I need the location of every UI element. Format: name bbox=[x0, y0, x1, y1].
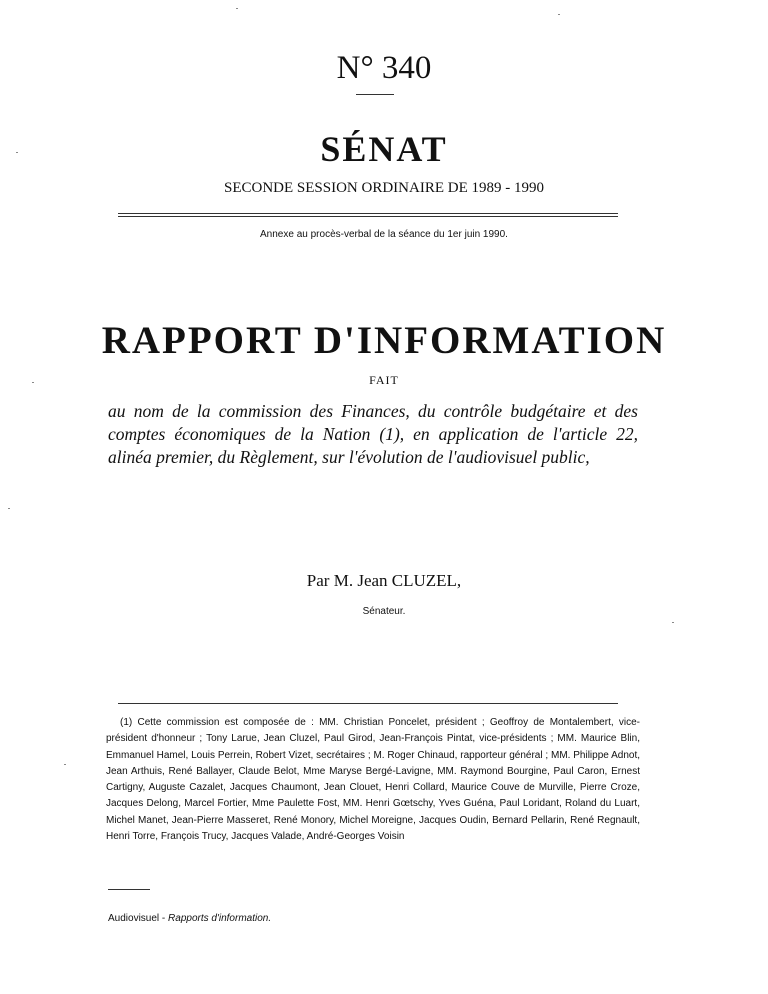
number-underline bbox=[356, 94, 394, 95]
report-title: RAPPORT D'INFORMATION bbox=[101, 319, 667, 362]
author-name: Par M. Jean CLUZEL, bbox=[306, 571, 462, 590]
document-number: N° 340 bbox=[336, 50, 432, 86]
author-role: Sénateur. bbox=[362, 606, 406, 617]
annexe-note: Annexe au procès-verbal de la séance du 1er juin 1990. bbox=[260, 229, 508, 240]
scan-speck bbox=[8, 508, 10, 509]
footnote-divider bbox=[118, 703, 618, 704]
header-divider-top bbox=[118, 213, 618, 214]
header-divider-bottom bbox=[118, 216, 618, 217]
commission-footnote: (1) Cette commission est composée de : MM. Christian Poncelet, président ; Geoffroy de Montalembert, vice-président d'honneur ; Tony Larue, Jean Cluzel, Paul Girod, Jean-François Pintat, vice-présidents ; MM. Maurice Blin, Emmanuel Hamel, Louis Perrein, Robert Vizet, secrétaires ; M. Roger Chinaud, rapporteur général ; MM. Philippe Adnot, Jean Arthuis, René Ballayer, Claude Belot, Mme Maryse Bergé-Lavigne, MM. Raymond Bourgine, Paul Caron, Ernest Cartigny, Auguste Cazalet, Jacques Chaumont, Jean Clouet, Henri Collard, Maurice Couve de Murville, Pierre Croze, Jacques Delong, Marcel Fortier, Mme Paulette Fost, MM. Henri Gœtschy, Yves Guéna, Paul Loridant, Roland du Luart, Michel Manet, Jean-Pierre Masseret, René Monory, Michel Moreigne, Jacques Oudin, Bernard Pellarin, René Regnault, Henri Torre, François Trucy, Jacques Valade, André-Georges Voisin bbox=[106, 717, 640, 843]
footer-topic: Audiovisuel bbox=[108, 913, 160, 924]
scan-speck bbox=[32, 382, 34, 383]
scan-speck bbox=[16, 152, 18, 153]
scan-speck bbox=[236, 8, 238, 9]
chamber-heading: SÉNAT bbox=[320, 129, 448, 169]
footer-separator: - bbox=[159, 913, 169, 924]
fait-label: FAIT bbox=[369, 373, 399, 387]
session-line: SECONDE SESSION ORDINAIRE DE 1989 - 1990 bbox=[223, 180, 544, 196]
scan-speck bbox=[64, 764, 66, 765]
report-subject: au nom de la commission des Finances, du contrôle budgétaire et des comptes économiques de la Nation (1), en application de l'article 22, alinéa premier, du Règlement, sur l'évolution de l'audiovisuel public, bbox=[108, 401, 638, 467]
footer-short-rule bbox=[108, 889, 150, 890]
footer-series: Rapports d'information. bbox=[168, 913, 272, 924]
scan-speck bbox=[672, 622, 674, 623]
running-footer bbox=[108, 913, 271, 924]
scan-speck bbox=[558, 14, 560, 15]
